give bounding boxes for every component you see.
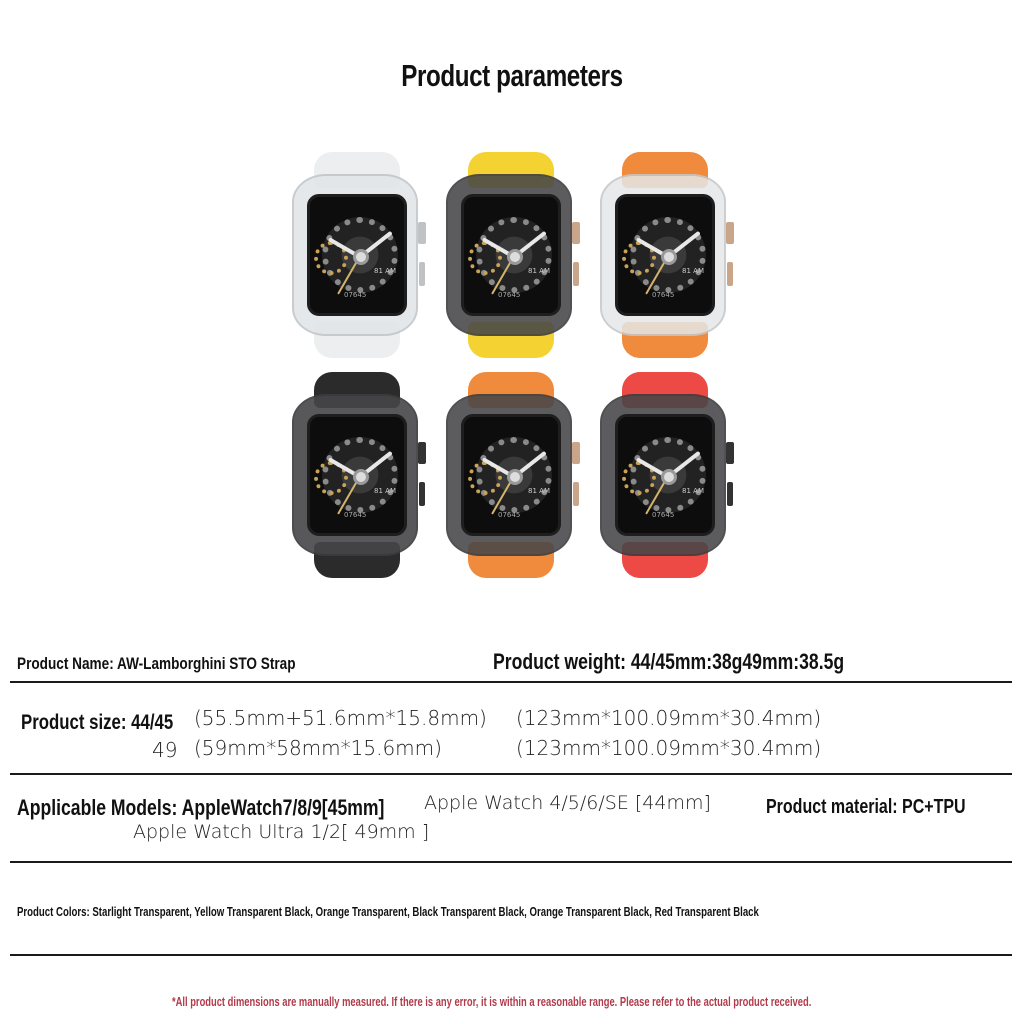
watch-face: 81 AM 07645 [615,414,715,536]
side-button [419,482,425,506]
applicable-model-44mm: Apple Watch 4/5/6/SE [44mm] [424,792,711,814]
side-button [727,262,733,286]
applicable-models-label: Applicable Models: AppleWatch7/8/9[45mm] [17,795,385,820]
watch-image [592,372,738,578]
side-button [727,482,733,506]
crown-icon [418,222,426,244]
applicable-model-49mm: Apple Watch Ultra 1/2[ 49mm ] [133,821,430,843]
size-44-45-package: (123mm*100.09mm*30.4mm) [516,706,822,730]
watch-face: 81 AM 07645 [461,414,561,536]
watch-image [592,152,738,358]
product-weight: Product weight: 44/45mm:38g49mm:38.5g [493,649,845,674]
watch-face: 81 AM 07645 [461,194,561,316]
measurement-disclaimer: *All product dimensions are manually measured. If there is any error, it is within a reasonable range. Please refer to the actual product received. [172,994,812,1009]
watch-image [284,372,430,578]
watch-face: 81 AM 07645 [307,414,407,536]
size-44-45-dimensions: (55.5mm+51.6mm*15.8mm) [194,706,487,730]
watch-face: 81 AM 07645 [615,194,715,316]
product-material: Product material: PC+TPU [766,796,966,818]
watch-image [284,152,430,358]
divider [10,954,1012,956]
side-button [573,482,579,506]
size-49-model: 49 [152,738,178,762]
size-49-dimensions: (59mm*58mm*15.6mm) [194,736,442,760]
side-button [573,262,579,286]
crown-icon [572,222,580,244]
product-name: Product Name: AW-Lamborghini STO Strap [17,654,296,673]
watch-image [438,372,584,578]
product-colors: Product Colors: Starlight Transparent, Yellow Transparent Black, Orange Transparent, Black Transparent Black, Orange Transparent Black, Red Transparent Black [17,904,759,919]
divider [10,861,1012,863]
crown-icon [418,442,426,464]
size-49-package: (123mm*100.09mm*30.4mm) [516,736,822,760]
product-size-label: Product size: 44/45 [21,711,174,734]
watch-face: 81 AM 07645 [307,194,407,316]
divider [10,773,1012,775]
crown-icon [572,442,580,464]
watch-gallery [284,152,744,582]
crown-icon [726,442,734,464]
crown-icon [726,222,734,244]
watch-image [438,152,584,358]
divider [10,681,1012,683]
page-title: Product parameters [401,58,623,93]
side-button [419,262,425,286]
